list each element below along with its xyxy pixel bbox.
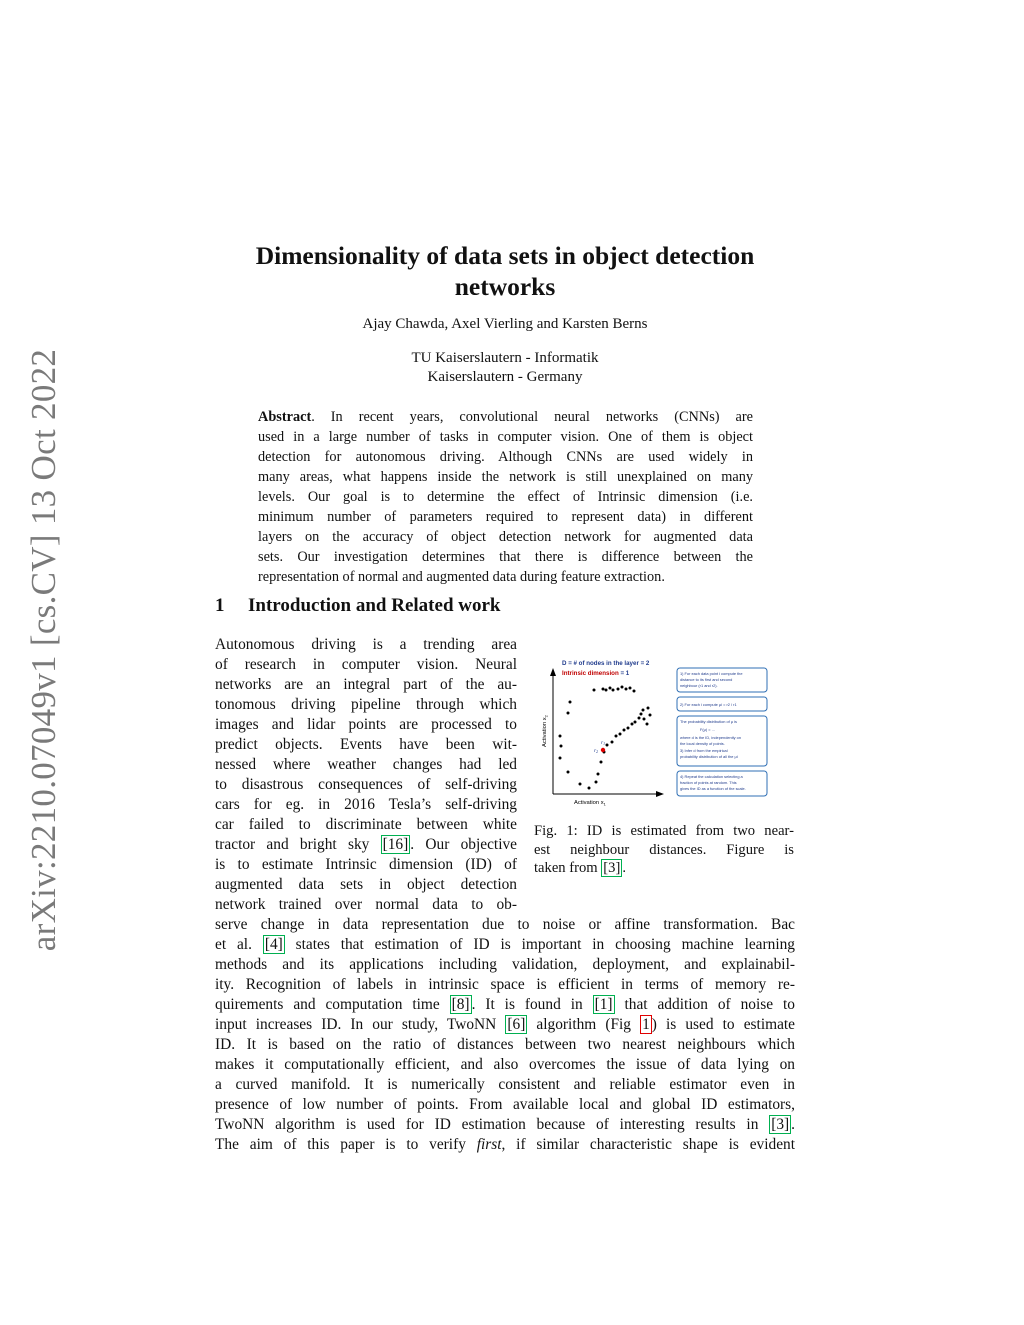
scatter-point — [612, 689, 615, 692]
figure-header-line-2 — [562, 670, 630, 677]
text-fragment: methods and its applications including validation, deployment, and explainabil- — [215, 956, 795, 973]
y-axis-subscript: 2 — [543, 715, 549, 718]
step-3-line: probability distribution of all the μi — [680, 754, 738, 759]
column-line: augmented data sets in object detection — [215, 876, 517, 893]
x-axis-label-text: Activation x — [574, 800, 604, 806]
step-3-line: the local density of points. — [680, 741, 725, 746]
figure-1 — [540, 652, 770, 812]
scatter-point — [588, 787, 591, 790]
intro-column — [215, 635, 517, 915]
body-line — [215, 1035, 795, 1055]
r1-label — [601, 740, 605, 746]
step-3-line: F(μ) = ... — [700, 727, 715, 732]
text-fragment: states that estimation of ID is important in choosing machine learning — [284, 936, 795, 953]
r2-label-text: r — [594, 748, 597, 754]
r2-subscript: 2 — [596, 750, 599, 755]
x-axis-label — [574, 800, 607, 807]
text-fragment: . It is found in — [471, 996, 593, 1013]
scatter-point — [597, 773, 600, 776]
arxiv-stamp — [14, 348, 74, 952]
abstract-line: representation of normal and augmented data during feature extraction. — [258, 569, 665, 585]
citation-link[interactable]: [3] — [771, 1116, 790, 1133]
title-line-2: networks — [454, 272, 556, 301]
text-fragment: ) is used to estimate — [651, 1016, 796, 1033]
scatter-point — [560, 745, 563, 748]
abstract-line: sets. Our investigation determines that there is difference between the — [258, 549, 753, 565]
figure-id-value: = 1 — [618, 670, 630, 677]
column-line: cars for eg. in 2016 Tesla’s self-driving — [215, 796, 517, 813]
abstract-line-1-text: . In recent years, convolutional neural networks (CNNs) are — [311, 409, 753, 425]
citation-link[interactable]: [4] — [264, 936, 283, 953]
scatter-point — [627, 727, 630, 730]
scatter-point — [649, 714, 652, 717]
column-line: tonomous driving pipeline through which — [215, 696, 517, 713]
column-line: of research in computer vision. Neural — [215, 656, 517, 673]
figure-caption — [534, 822, 794, 878]
citation-link[interactable]: [16] — [382, 836, 409, 853]
scatter-point — [559, 757, 562, 760]
column-line: is to estimate Intrinsic dimension (ID) of — [215, 856, 517, 873]
text-fragment: makes it computationally efficient, and also overcomes the issue of data lying on — [215, 1056, 795, 1073]
step-3-line: 3) Infer d from the empirical — [680, 748, 728, 753]
body-line — [215, 935, 795, 955]
emphasis: first — [476, 1136, 502, 1153]
body-line — [215, 955, 795, 975]
y-axis-label-text: Activation x — [542, 717, 548, 747]
scatter-point — [605, 689, 608, 692]
x-axis-subscript: 1 — [603, 801, 606, 807]
column-line: nessed where weather changes had led — [215, 756, 517, 773]
section-number: 1 — [215, 595, 225, 616]
scatter-point — [606, 744, 609, 747]
scatter-point — [569, 701, 572, 704]
column-line: to disastrous consequences of self-driving — [215, 776, 517, 793]
citation-link[interactable]: [8] — [451, 996, 470, 1013]
column-line: images and lidar points are processed to — [215, 716, 517, 733]
step-4-line: 4) Repeat the calculation selecting a — [680, 774, 743, 779]
abstract-line: detection for autonomous driving. Although CNNs are used widely in — [258, 449, 753, 465]
column-line: network trained over normal data to ob- — [215, 896, 517, 913]
arxiv-stamp-text: arXiv:2210.07049v1 [cs.CV] 13 Oct 2022 — [24, 348, 63, 952]
body-line — [215, 1095, 795, 1115]
caption-line: est neighbour distances. Figure is — [534, 841, 794, 858]
text-fragment: taken from — [534, 860, 602, 876]
section-title: Introduction and Related work — [248, 595, 501, 616]
text-fragment: algorithm (Fig — [527, 1016, 641, 1033]
scatter-point — [633, 690, 636, 693]
abstract-label: Abstract — [258, 409, 312, 425]
scatter-point — [619, 733, 622, 736]
intro-full-width — [215, 915, 795, 1155]
text-fragment: presence of low number of points. From available local and global ID estimators, — [215, 1096, 795, 1113]
text-fragment: TwoNN algorithm is used for ID estimation because of interesting results in — [215, 1116, 770, 1133]
scatter-point — [579, 783, 582, 786]
body-line — [215, 1135, 795, 1155]
scatter-point — [647, 707, 650, 710]
citation-link[interactable]: [1] — [594, 996, 613, 1013]
scatter-point — [567, 771, 570, 774]
abstract — [258, 408, 753, 588]
step-1-line: distance to its first and second — [680, 677, 733, 682]
scatter-point — [638, 717, 641, 720]
text-fragment: ID. It is based on the ratio of distances between two nearest neighbours which — [215, 1036, 795, 1053]
scatter-point — [642, 709, 645, 712]
scatter-point — [629, 687, 632, 690]
step-1-line: neighbour (r1 and r2). — [680, 683, 718, 688]
scatter-point — [634, 721, 637, 724]
abstract-line: layers on the accuracy of object detection network for augmented data — [258, 529, 753, 545]
text-fragment: . — [622, 860, 626, 876]
text-fragment: ity. Recognition of labels in intrinsic space is efficient in terms of memory re- — [215, 976, 795, 993]
scatter-point — [559, 735, 562, 738]
affiliation-line-1: TU Kaiserslautern - Informatik — [411, 350, 599, 366]
scatter-point — [621, 686, 624, 689]
scatter-point — [600, 761, 603, 764]
text-fragment: . — [791, 1116, 795, 1133]
r1-label-text: r — [601, 740, 604, 746]
column-line-citation — [215, 835, 517, 855]
step-3-line: The probability distribution of μ is — [680, 719, 737, 724]
highlighted-point — [601, 748, 605, 752]
text-fragment: a curved manifold. It is numerically consistent and reliable estimator even in — [215, 1076, 795, 1093]
body-line — [215, 975, 795, 995]
authors: Ajay Chawda, Axel Vierling and Karsten Berns — [362, 316, 648, 332]
abstract-line: used in a large number of tasks in computer vision. One of them is object — [258, 429, 753, 445]
body-line — [215, 1055, 795, 1075]
text-fragment: tractor and bright sky — [215, 836, 381, 853]
step-2-line: 2) For each i compute μi = r2 / r1 — [680, 702, 737, 707]
step-boxes — [677, 668, 767, 796]
column-line: networks are an integral part of the au- — [215, 676, 517, 693]
caption-line: Fig. 1: ID is estimated from two near- — [534, 823, 794, 839]
affiliation-line-2: Kaiserslautern - Germany — [427, 369, 583, 385]
r2-label — [594, 748, 598, 754]
r1-subscript: 1 — [603, 742, 606, 747]
scatter-point — [609, 687, 612, 690]
body-line — [215, 1015, 795, 1035]
step-3-line: where d is the ID, independently on — [680, 735, 741, 740]
citation-link[interactable]: [3] — [603, 860, 621, 876]
scatter-point — [643, 718, 646, 721]
text-fragment: that addition of noise to — [614, 996, 795, 1013]
scatter-point — [602, 688, 605, 691]
scatter-point — [593, 689, 596, 692]
body-line — [215, 1115, 795, 1135]
scatter-point — [615, 735, 618, 738]
caption-line-last — [534, 859, 794, 878]
scatter-point — [631, 723, 634, 726]
text-fragment: , if similar characteristic shape is evident — [501, 1136, 795, 1153]
body-line — [215, 1075, 795, 1095]
y-axis-arrow — [550, 668, 556, 676]
affiliation — [200, 349, 810, 387]
step-1-line: 1) For each data point i compute the — [680, 671, 743, 676]
scatter-points — [559, 686, 652, 790]
scatter-point — [617, 688, 620, 691]
scatter-point — [567, 712, 570, 715]
scatter-point — [611, 741, 614, 744]
abstract-line: levels. Our goal is to determine the effect of Intrinsic dimension (i.e. — [258, 489, 753, 505]
body-line — [215, 995, 795, 1015]
scatter-point — [623, 729, 626, 732]
step-4-line: gives the ID as a function of the scale. — [680, 786, 746, 791]
column-line: predict objects. Events have been wit- — [215, 736, 517, 753]
text-fragment: serve change in data representation due to noise or affine transformation. Bac — [215, 916, 795, 933]
column-line: car failed to discriminate between white — [215, 816, 517, 833]
text-fragment: The aim of this paper is to verify — [215, 1136, 477, 1153]
text-fragment: quirements and computation time — [215, 996, 450, 1013]
body-line — [215, 915, 795, 935]
text-fragment: et al. — [215, 936, 263, 953]
scatter-point — [646, 723, 649, 726]
title-line-1: Dimensionality of data sets in object detection — [255, 241, 755, 270]
section-heading — [215, 595, 500, 617]
step-4-line: fraction of points at random. This — [680, 780, 737, 785]
figure-reference-link[interactable]: 1 — [642, 1016, 650, 1033]
paper-title — [200, 240, 810, 302]
figure-id-label: Intrinsic dimension — [562, 670, 619, 677]
figure-header-line-1: D = # of nodes in the layer = 2 — [562, 660, 650, 667]
scatter-point — [640, 713, 643, 716]
scatter-point — [595, 781, 598, 784]
column-line: Autonomous driving is a trending area — [215, 636, 517, 653]
citation-link[interactable]: [6] — [507, 1016, 526, 1033]
y-axis-label — [542, 714, 549, 747]
scatter-point — [625, 688, 628, 691]
text-fragment: . Our objective — [410, 836, 517, 853]
abstract-line: minimum number of parameters required to represent data) in different — [258, 509, 753, 525]
text-fragment: input increases ID. In our study, TwoNN — [215, 1016, 506, 1033]
abstract-line: many areas, what happens inside the network is still unexplained on many — [258, 469, 753, 485]
abstract-line-1 — [258, 408, 753, 428]
x-axis-arrow — [656, 791, 664, 797]
